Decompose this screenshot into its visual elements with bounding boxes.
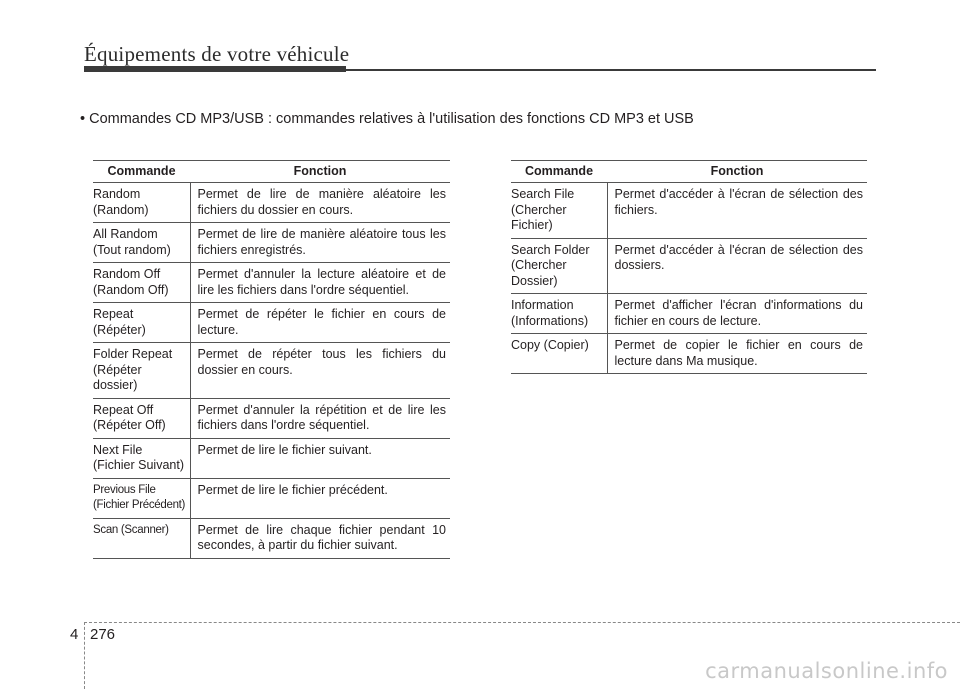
table-row bbox=[93, 478, 450, 518]
left-command-table bbox=[93, 160, 450, 559]
command-cell: Scan (Scanner) bbox=[93, 518, 190, 558]
watermark: carmanualsonline.info bbox=[705, 659, 948, 683]
table-row bbox=[93, 518, 450, 558]
command-cell: Previous File (Fichier Précédent) bbox=[93, 478, 190, 518]
command-cell: Search Folder (Chercher Dossier) bbox=[511, 238, 607, 294]
table-row bbox=[511, 294, 867, 334]
title-underline-thick bbox=[84, 66, 346, 72]
command-cell: Repeat Off (Répéter Off) bbox=[93, 398, 190, 438]
command-cell: Search File (Chercher Fichier) bbox=[511, 183, 607, 239]
function-cell: Permet d'accéder à l'écran de sélection des fichiers. bbox=[607, 183, 867, 239]
table-header-row bbox=[511, 161, 867, 183]
chapter-number: 4 bbox=[70, 626, 79, 643]
footer-divider bbox=[84, 622, 960, 623]
function-cell: Permet de lire de manière aléatoire les fichiers du dossier en cours. bbox=[190, 183, 450, 223]
function-cell: Permet de lire le fichier précédent. bbox=[190, 478, 450, 518]
function-cell: Permet de lire de manière aléatoire tous les fichiers enregistrés. bbox=[190, 223, 450, 263]
table-row bbox=[93, 263, 450, 303]
command-cell: Random (Random) bbox=[93, 183, 190, 223]
function-cell: Permet de répéter tous les fichiers du dossier en cours. bbox=[190, 343, 450, 399]
column-header-function: Fonction bbox=[607, 161, 867, 183]
command-cell: Information (Informations) bbox=[511, 294, 607, 334]
table-row bbox=[93, 183, 450, 223]
function-cell: Permet d'accéder à l'écran de sélection des dossiers. bbox=[607, 238, 867, 294]
section-title: Équipements de votre véhicule bbox=[84, 42, 350, 66]
command-cell: Random Off (Random Off) bbox=[93, 263, 190, 303]
function-cell: Permet d'annuler la répétition et de lire les fichiers dans l'ordre séquentiel. bbox=[190, 398, 450, 438]
column-header-command: Commande bbox=[93, 161, 190, 183]
function-cell: Permet de répéter le fichier en cours de lecture. bbox=[190, 303, 450, 343]
command-cell: Folder Repeat (Répéter dossier) bbox=[93, 343, 190, 399]
title-underline-thin bbox=[346, 69, 876, 71]
table-header-row bbox=[93, 161, 450, 183]
table-row bbox=[511, 183, 867, 239]
table-row bbox=[93, 343, 450, 399]
column-header-function: Fonction bbox=[190, 161, 450, 183]
function-cell: Permet de lire chaque fichier pendant 10 secondes, à partir du fichier suivant. bbox=[190, 518, 450, 558]
command-cell: Repeat (Répéter) bbox=[93, 303, 190, 343]
command-cell: All Random (Tout random) bbox=[93, 223, 190, 263]
command-cell: Copy (Copier) bbox=[511, 334, 607, 374]
table-row bbox=[93, 398, 450, 438]
intro-text: • Commandes CD MP3/USB : commandes relatives à l'utilisation des fonctions CD MP3 et USB bbox=[80, 111, 694, 127]
command-cell: Next File (Fichier Suivant) bbox=[93, 438, 190, 478]
right-command-table bbox=[511, 160, 867, 374]
function-cell: Permet de lire le fichier suivant. bbox=[190, 438, 450, 478]
function-cell: Permet d'annuler la lecture aléatoire et de lire les fichiers dans l'ordre séquentiel. bbox=[190, 263, 450, 303]
function-cell: Permet d'afficher l'écran d'informations du fichier en cours de lecture. bbox=[607, 294, 867, 334]
table-row bbox=[93, 303, 450, 343]
table-row bbox=[511, 334, 867, 374]
footer-vertical-divider bbox=[84, 622, 85, 689]
table-row bbox=[93, 438, 450, 478]
table-row bbox=[511, 238, 867, 294]
function-cell: Permet de copier le fichier en cours de lecture dans Ma musique. bbox=[607, 334, 867, 374]
page-number: 276 bbox=[90, 626, 116, 643]
table-row bbox=[93, 223, 450, 263]
column-header-command: Commande bbox=[511, 161, 607, 183]
